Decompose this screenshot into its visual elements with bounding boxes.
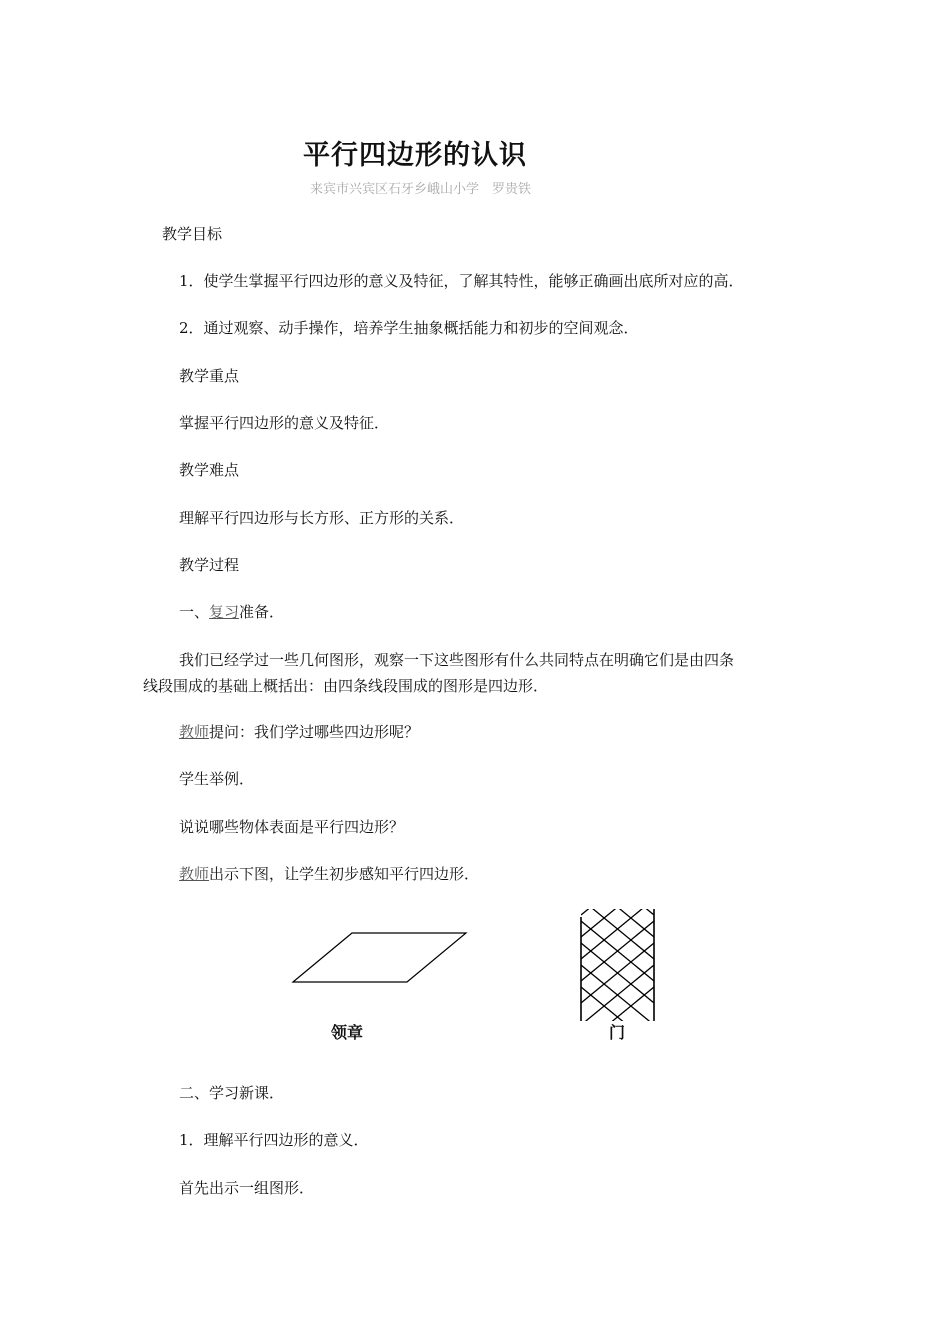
objects-question: 说说哪些物体表面是平行四边形？ — [179, 818, 405, 836]
teacher-question-text: 提问：我们学过哪些四边形呢？ — [209, 723, 420, 741]
goal-heading: 教学目标 — [162, 225, 223, 243]
goal-item-2: 2．通过观察、动手操作，培养学生抽象概括能力和初步的空间观念． — [179, 319, 639, 337]
review-link[interactable]: 复习 — [209, 603, 240, 621]
teacher-show-text: 出示下图，让学生初步感知平行四边形． — [209, 865, 480, 883]
section-2-item-1: 1．理解平行四边形的意义． — [179, 1131, 369, 1149]
parallelogram-shape — [293, 933, 466, 982]
difficulty-heading: 教学难点 — [179, 461, 240, 479]
section-2-heading: 二、学习新课． — [179, 1084, 285, 1102]
review-suffix: 准备． — [239, 603, 285, 621]
door-label: 门 — [609, 1023, 626, 1042]
teacher-question-line — [179, 722, 419, 742]
difficulty-text: 理解平行四边形与长方形、正方形的关系． — [179, 509, 465, 527]
review-line — [179, 602, 284, 622]
teacher-show-line — [179, 864, 479, 884]
document-title: 平行四边形的认识 — [303, 140, 527, 171]
key-text: 掌握平行四边形的意义及特征． — [179, 414, 390, 432]
process-heading: 教学过程 — [179, 556, 240, 574]
teacher-link[interactable]: 教师 — [179, 865, 210, 883]
parallelogram-badge-figure — [290, 928, 472, 986]
intro-paragraph-line-1: 我们已经学过一些几何图形，观察一下这些图形有什么共同特点在明确它们是由四条 — [179, 651, 735, 669]
teacher-link[interactable]: 教师 — [179, 723, 210, 741]
key-heading: 教学重点 — [179, 367, 240, 385]
goal-item-1: 1．使学生掌握平行四边形的意义及特征，了解其特性，能够正确画出底所对应的高． — [179, 272, 744, 290]
badge-label: 领章 — [331, 1023, 364, 1042]
intro-paragraph-line-2: 线段围成的基础上概括出：由四条线段围成的图形是四边形． — [143, 677, 549, 695]
lattice-door-figure — [575, 905, 660, 1023]
review-prefix: 一、 — [179, 603, 210, 621]
students-example: 学生举例． — [179, 770, 255, 788]
show-group-text: 首先出示一组图形． — [179, 1179, 315, 1197]
document-author: 来宾市兴宾区石牙乡峨山小学 罗贵铁 — [310, 182, 532, 197]
